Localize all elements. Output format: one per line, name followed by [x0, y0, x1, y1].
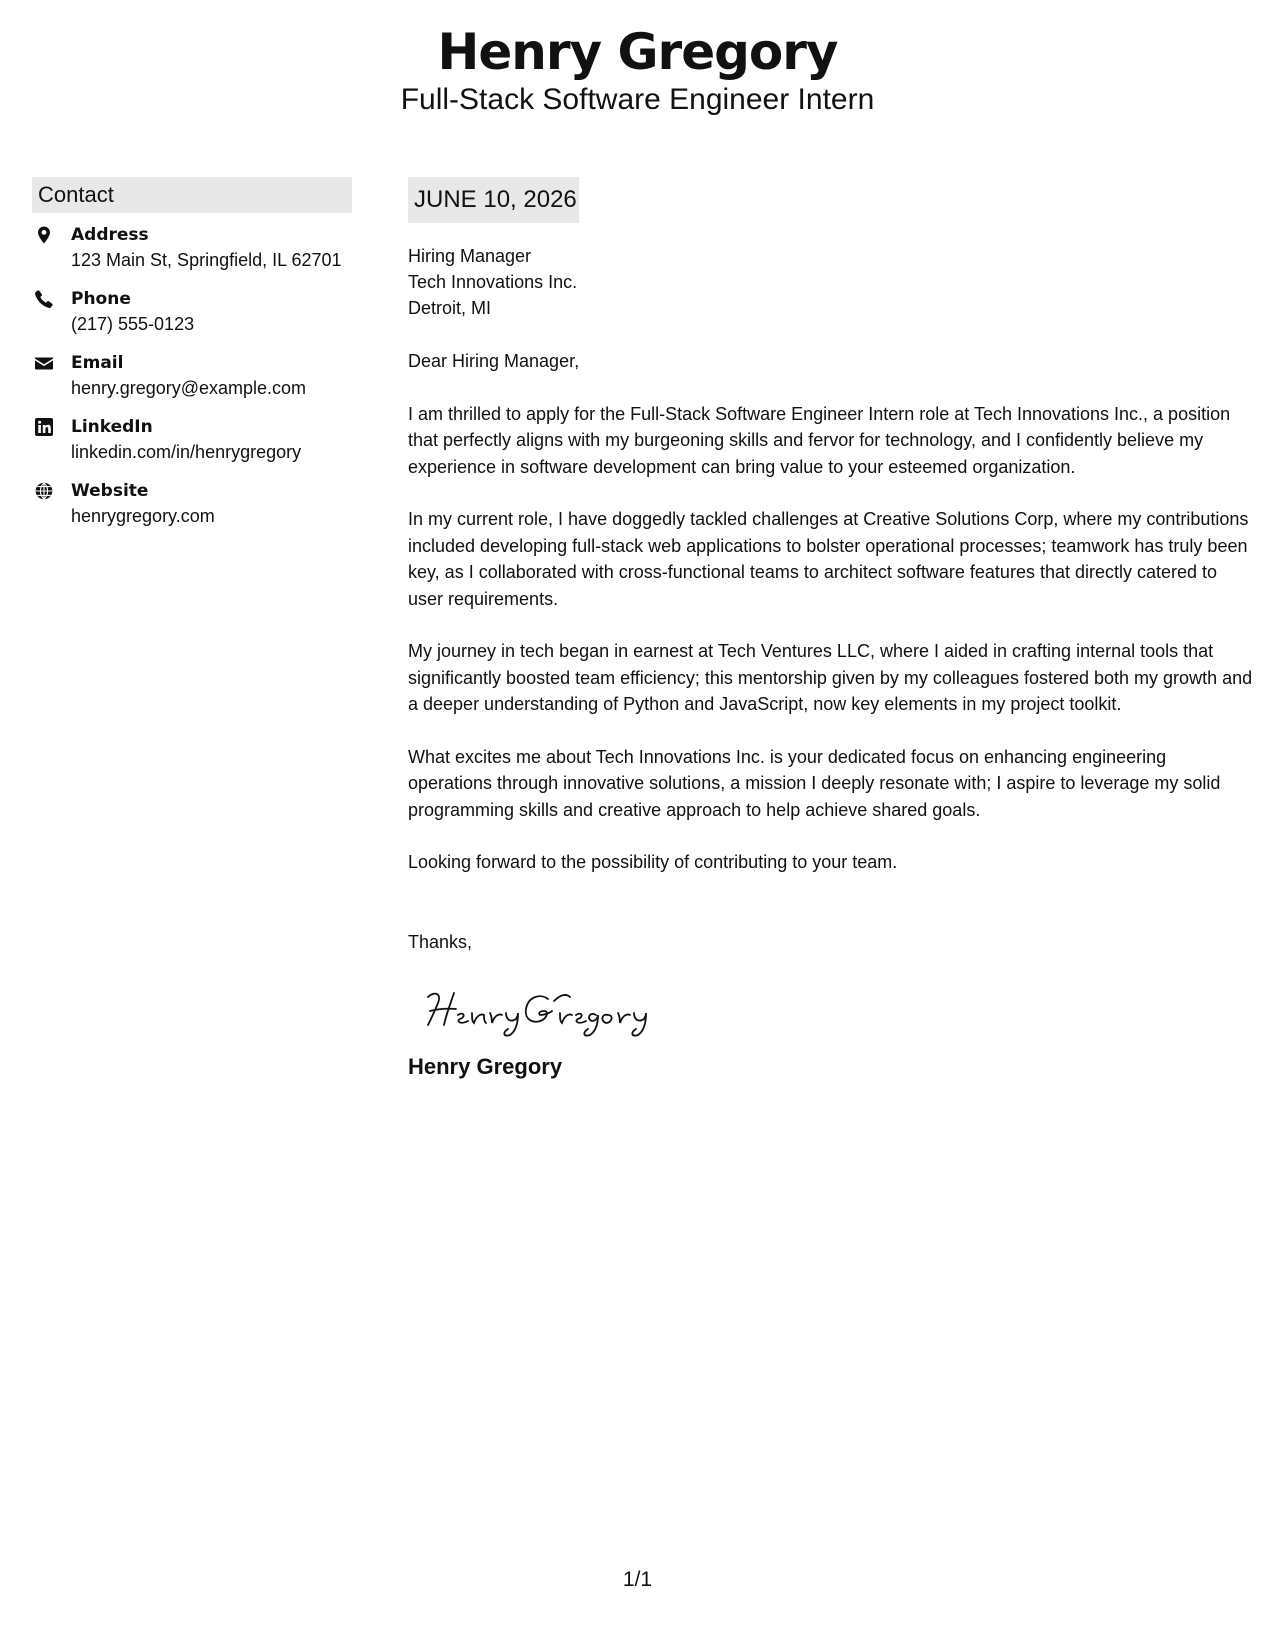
contact-label: Website [71, 481, 149, 501]
contact-list [32, 223, 352, 543]
contact-item-website [32, 479, 352, 543]
page-header [0, 22, 1275, 118]
letter-paragraph: In my current role, I have doggedly tackled challenges at Creative Solutions Corp, where my contributions included developing full-stack web applications to bolster operational processes; teamwork has truly been key, as I collaborated with cross-functional teams to architect software features that directly catered to user requirements. [408, 509, 1249, 609]
contact-sidebar [32, 177, 352, 543]
globe-icon [34, 481, 54, 501]
linkedin-icon [34, 417, 54, 437]
contact-item-linkedin [32, 415, 352, 479]
contact-item-phone [32, 287, 352, 351]
recipient-title: Hiring Manager [408, 246, 532, 266]
letter-paragraph: My journey in tech began in earnest at Tech Ventures LLC, where I aided in crafting internal tools that significantly boosted team efficiency; this mentorship given by my colleagues fostered both my growth and a deeper understanding of Python and JavaScript, now key elements in my project toolkit. [408, 641, 1253, 714]
letter-paragraph: What excites me about Tech Innovations Inc. is your dedicated focus on enhancing engineering operations through innovative solutions, a mission I deeply resonate with; I aspire to leverage my solid programming skills and creative approach to help achieve shared goals. [408, 746, 1221, 820]
signoff: Thanks, [408, 931, 473, 952]
recipient-company: Tech Innovations Inc. [408, 272, 578, 292]
contact-label: LinkedIn [71, 417, 153, 437]
map-pin-icon [34, 225, 54, 245]
contact-label: Address [71, 225, 149, 245]
signer-name: Henry Gregory [408, 1054, 563, 1079]
phone-value: (217) 555-0123 [71, 314, 195, 334]
contact-label: Email [71, 353, 124, 373]
contact-item-email [32, 351, 352, 415]
phone-icon [34, 289, 54, 309]
page-number: 1/1 [622, 1568, 653, 1591]
letter-date: JUNE 10, 2026 [408, 177, 579, 223]
applicant-role: Full-Stack Software Engineer Intern [400, 83, 875, 116]
address-value: 123 Main St, Springfield, IL 62701 [71, 250, 342, 270]
website-value: henrygregory.com [71, 506, 215, 526]
salutation: Dear Hiring Manager, [408, 351, 580, 371]
closing-line: Looking forward to the possibility of contributing to your team. [408, 852, 898, 872]
recipient-block [408, 243, 1253, 321]
contact-heading: Contact [32, 177, 352, 213]
linkedin-value: linkedin.com/in/henrygregory [71, 442, 302, 462]
letter-body [408, 177, 1253, 1081]
contact-label: Phone [71, 289, 131, 309]
applicant-name: Henry Gregory [437, 23, 838, 81]
handwritten-signature [420, 981, 660, 1037]
letter-paragraph: I am thrilled to apply for the Full-Stack Software Engineer Intern role at Tech Innovations Inc., a position that perfectly aligns with my burgeoning skills and fervor for technology, and I confidently believe my experience in software development can bring value to your esteemed organization. [408, 403, 1231, 477]
contact-item-address [32, 223, 352, 287]
email-value: henry.gregory@example.com [71, 378, 307, 398]
recipient-location: Detroit, MI [408, 298, 492, 318]
envelope-icon [34, 353, 54, 373]
